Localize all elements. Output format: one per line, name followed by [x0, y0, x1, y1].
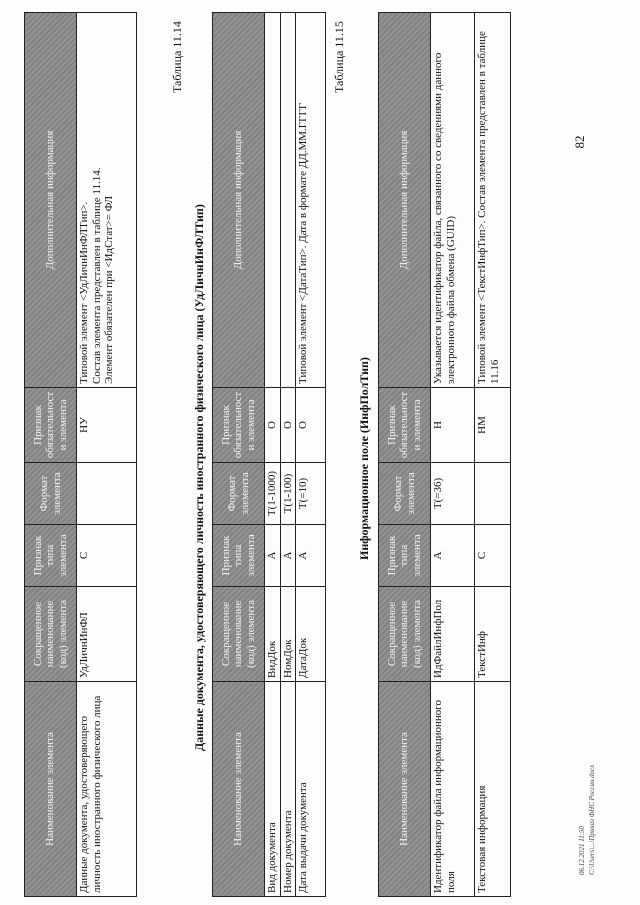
top-table — [24, 12, 137, 897]
cell-format: T(=10) — [296, 463, 326, 525]
top-table-header — [25, 13, 77, 897]
info-line: Элемент обязателен при <ИдСтат>= ФЛ — [103, 195, 116, 384]
footer-timestamp: 06.12.2021 11:50 — [578, 825, 586, 875]
cell-type: А — [280, 525, 296, 587]
cell-format — [77, 463, 137, 525]
header-type: Признак типа элемента — [379, 525, 431, 587]
cell-info: Типовой элемент <ДатаТип>. Дата в формате ДД.ММ.ГГГГ — [296, 13, 326, 388]
cell-required: О — [280, 388, 296, 463]
cell-required: О — [265, 388, 281, 463]
cell-short: НомДок — [280, 587, 296, 682]
info-line: Состав элемента представлен в таблице 11.14. — [90, 167, 103, 384]
header-name: Наименование элемента — [25, 682, 77, 897]
cell-name: Номер документа — [280, 682, 296, 897]
table-11-15 — [378, 12, 511, 897]
header-type: Признак типа элемента — [213, 525, 265, 587]
cell-format: T(1-1000) — [265, 463, 281, 525]
cell-format: T(1-100) — [280, 463, 296, 525]
table-11-14-header — [213, 13, 265, 897]
page-number: 82 — [572, 135, 587, 149]
cell-name: Вид документа — [265, 682, 281, 897]
table-row — [475, 13, 511, 897]
header-format: Формат элемента — [379, 463, 431, 525]
footer-filepath: C:\Users\...\Приказ ФНС России.docx — [588, 764, 596, 875]
cell-short: ДатаДок — [296, 587, 326, 682]
header-required: Признак обязательности элемента — [379, 388, 431, 463]
cell-required: Н — [431, 388, 475, 463]
cell-name: Идентификатор файла информационного поля — [431, 682, 475, 897]
cell-info — [265, 13, 281, 388]
cell-short: ИдФайлИнфПол — [431, 587, 475, 682]
header-required: Признак обязательности элемента — [213, 388, 265, 463]
cell-short: ВидДок — [265, 587, 281, 682]
cell-info — [280, 13, 296, 388]
cell-type: С — [77, 525, 137, 587]
cell-name: Текстовая информация — [475, 682, 511, 897]
info-line: Типовой элемент <УдЛичнИнФЛТип>. — [78, 201, 90, 384]
cell-format — [475, 463, 511, 525]
table-row — [265, 13, 281, 897]
table-row — [77, 13, 137, 897]
cell-info — [77, 13, 137, 388]
header-name: Наименование элемента — [213, 682, 265, 897]
cell-required: О — [296, 388, 326, 463]
cell-type: А — [431, 525, 475, 587]
header-short: Сокращенное наименование (код) элемента — [379, 587, 431, 682]
table-11-14-title: Данные документа, удостоверяющего личность иностранного физического лица (УдЛичнИнФЛТип) — [192, 204, 206, 751]
cell-type: С — [475, 525, 511, 587]
cell-info: Типовой элемент <ТекстИнфТип>. Состав элемента представлен в таблице 11.16 — [475, 13, 511, 388]
table-row — [280, 13, 296, 897]
cell-required: НМ — [475, 388, 511, 463]
cell-short: ТекстИнф — [475, 587, 511, 682]
header-short: Сокращенное наименование (код) элемента — [213, 587, 265, 682]
header-required: Признак обязательности элемента — [25, 388, 77, 463]
table-row — [431, 13, 475, 897]
cell-name: Данные документа, удостоверяющего личность иностранного физического лица — [77, 682, 137, 897]
cell-format: T(=36) — [431, 463, 475, 525]
header-info: Дополнительная информация — [25, 13, 77, 388]
header-short: Сокращенное наименование (код) элемента — [25, 587, 77, 682]
cell-info: Указывается идентификатор файла, связанного со сведениями данного электронного файла обмена (GUID) — [431, 13, 475, 388]
cell-name: Дата выдачи документа — [296, 682, 326, 897]
header-info: Дополнительная информация — [213, 13, 265, 388]
table-row — [296, 13, 326, 897]
header-format: Формат элемента — [213, 463, 265, 525]
table-11-14-caption: Таблица 11.14 — [170, 21, 184, 93]
header-format: Формат элемента — [25, 463, 77, 525]
table-11-14 — [212, 12, 326, 897]
cell-type: А — [296, 525, 326, 587]
cell-short: УдЛичнИнФЛ — [77, 587, 137, 682]
table-11-15-title: Информационное поле (ИнфПолТип) — [357, 357, 371, 560]
table-11-15-caption: Таблица 11.15 — [332, 21, 346, 93]
table-11-15-header — [379, 13, 431, 897]
header-name: Наименование элемента — [379, 682, 431, 897]
header-info: Дополнительная информация — [379, 13, 431, 388]
cell-type: А — [265, 525, 281, 587]
cell-required: НУ — [77, 388, 137, 463]
header-type: Признак типа элемента — [25, 525, 77, 587]
